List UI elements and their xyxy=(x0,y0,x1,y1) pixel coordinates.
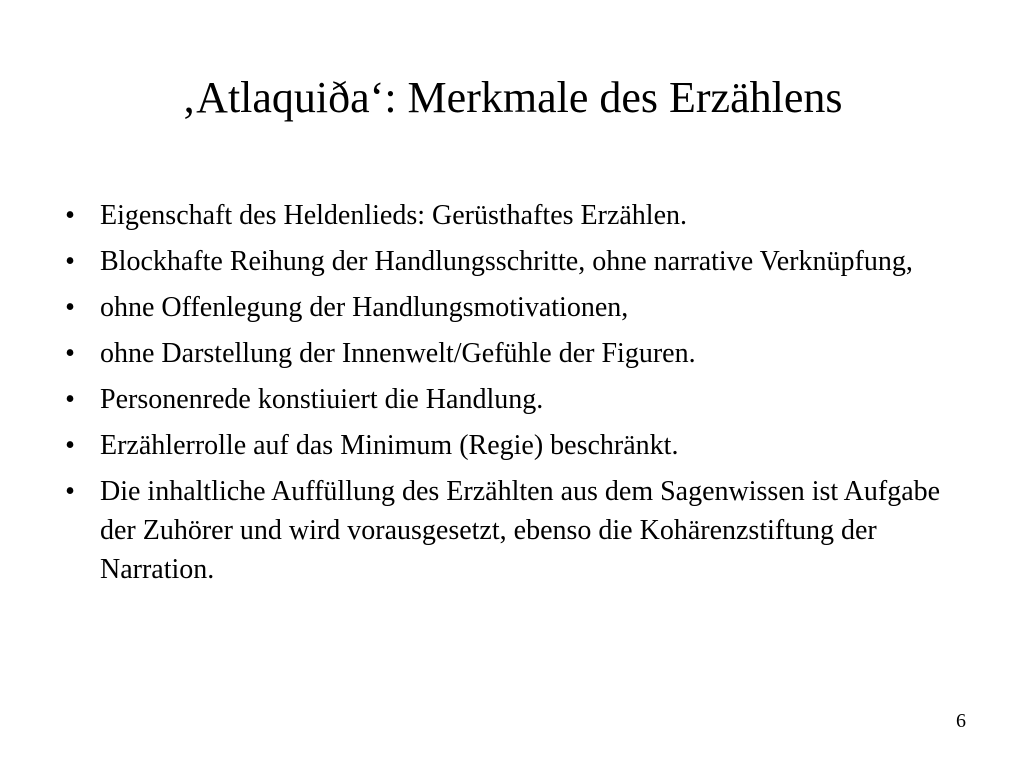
bullet-text: ohne Offenlegung der Handlungsmotivationen, xyxy=(100,292,629,323)
bullet-point-icon: • xyxy=(65,384,75,415)
bullet-text: Die inhaltliche Auffüllung des Erzählten aus dem Sagenwissen ist Aufgabe der Zuhörer und wird vorausgesetzt, ebenso die Kohärenzstiftung der Narration. xyxy=(100,476,941,585)
slide-title: ‚Atlaquiða‘: Merkmale des Erzählens xyxy=(181,73,843,122)
bullet-point-icon: • xyxy=(65,200,75,231)
bullet-text: Erzählerrolle auf das Minimum (Regie) beschränkt. xyxy=(100,430,679,461)
bullet-text: Personenrede konstiuiert die Handlung. xyxy=(100,384,544,415)
bullet-item xyxy=(60,472,980,589)
bullet-item xyxy=(60,426,980,465)
bullet-list xyxy=(60,196,980,596)
bullet-point-icon: • xyxy=(65,476,75,507)
bullet-item xyxy=(60,288,980,327)
bullet-item xyxy=(60,334,980,373)
bullet-point-icon: • xyxy=(65,338,75,369)
bullet-text: Blockhafte Reihung der Handlungsschritte, ohne narrative Verknüpfung, xyxy=(100,246,913,277)
bullet-point-icon: • xyxy=(65,246,75,277)
bullet-text: ohne Darstellung der Innenwelt/Gefühle der Figuren. xyxy=(100,338,696,369)
bullet-text: Eigenschaft des Heldenlieds: Gerüsthaftes Erzählen. xyxy=(100,200,688,231)
page-number: 6 xyxy=(956,710,966,732)
bullet-point-icon: • xyxy=(65,430,75,461)
bullet-item xyxy=(60,196,980,235)
bullet-item xyxy=(60,380,980,419)
bullet-point-icon: • xyxy=(65,292,75,323)
bullet-item xyxy=(60,242,980,281)
